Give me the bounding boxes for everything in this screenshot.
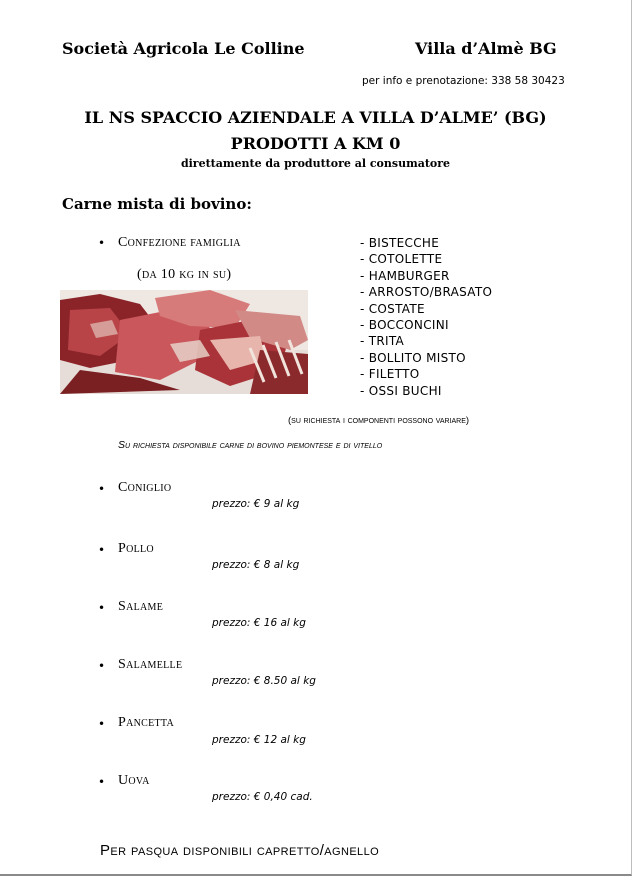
list-item: - COTOLETTE: [360, 252, 443, 267]
list-item: - BOCCONCINI: [360, 318, 449, 333]
easter-note: Per pasqua disponibili capretto/agnello: [100, 842, 380, 859]
product-name: Uova: [118, 773, 150, 788]
bullet-icon: •: [98, 236, 106, 250]
product-price: prezzo: € 9 al kg: [212, 498, 300, 510]
list-item: - ARROSTO/BRASATO: [360, 285, 493, 300]
list-item: - HAMBURGER: [360, 268, 450, 283]
product-price: prezzo: € 16 al kg: [212, 617, 306, 629]
bullet-icon: •: [98, 543, 106, 557]
product-price: prezzo: € 8.50 al kg: [212, 675, 316, 687]
list-item: - OSSI BUCHI: [360, 383, 442, 398]
product-name: Coniglio: [118, 480, 172, 495]
product-name: Pollo: [118, 541, 154, 556]
bullet-icon: •: [98, 482, 106, 496]
raw-meat-photo: [60, 290, 308, 394]
availability-note: Su richiesta disponibile carne di bovino piemontese e di vitello: [118, 439, 383, 451]
product-name: Pancetta: [118, 715, 175, 730]
list-item: - COSTATE: [360, 301, 425, 316]
list-item: - TRITA: [360, 334, 405, 349]
company-name: Società Agricola Le Colline: [62, 39, 305, 58]
list-item: - BOLLITO MISTO: [360, 350, 466, 365]
location: Villa d’Almè BG: [415, 39, 557, 58]
page-title: IL NS SPACCIO AZIENDALE A VILLA D’ALME’ (BG): [84, 108, 547, 127]
beef-heading: Carne mista di bovino:: [62, 195, 252, 213]
page-subtitle: direttamente da produttore al consumatore: [180, 157, 451, 170]
bullet-icon: •: [98, 601, 106, 615]
product-price: prezzo: € 8 al kg: [212, 559, 300, 571]
cuts-note: (su richiesta i componenti possono variare): [288, 415, 470, 426]
page-title-km0: PRODOTTI A KM 0: [230, 134, 401, 153]
product-name: Salamelle: [118, 657, 183, 672]
beef-cuts-list: [360, 235, 492, 399]
bullet-icon: •: [98, 775, 106, 789]
contact-info: per info e prenotazione: 338 58 30423: [362, 75, 565, 87]
product-price: prezzo: € 0,40 cad.: [212, 791, 313, 803]
product-name: Salame: [118, 599, 164, 614]
product-price: prezzo: € 12 al kg: [212, 734, 306, 746]
list-item: - FILETTO: [360, 367, 420, 382]
bullet-icon: •: [98, 659, 106, 673]
package-weight: (da 10 kg in su): [137, 267, 232, 282]
list-item: - BISTECCHE: [360, 236, 440, 250]
bullet-icon: •: [98, 717, 106, 731]
package-label: Confezione famiglia: [118, 235, 241, 250]
